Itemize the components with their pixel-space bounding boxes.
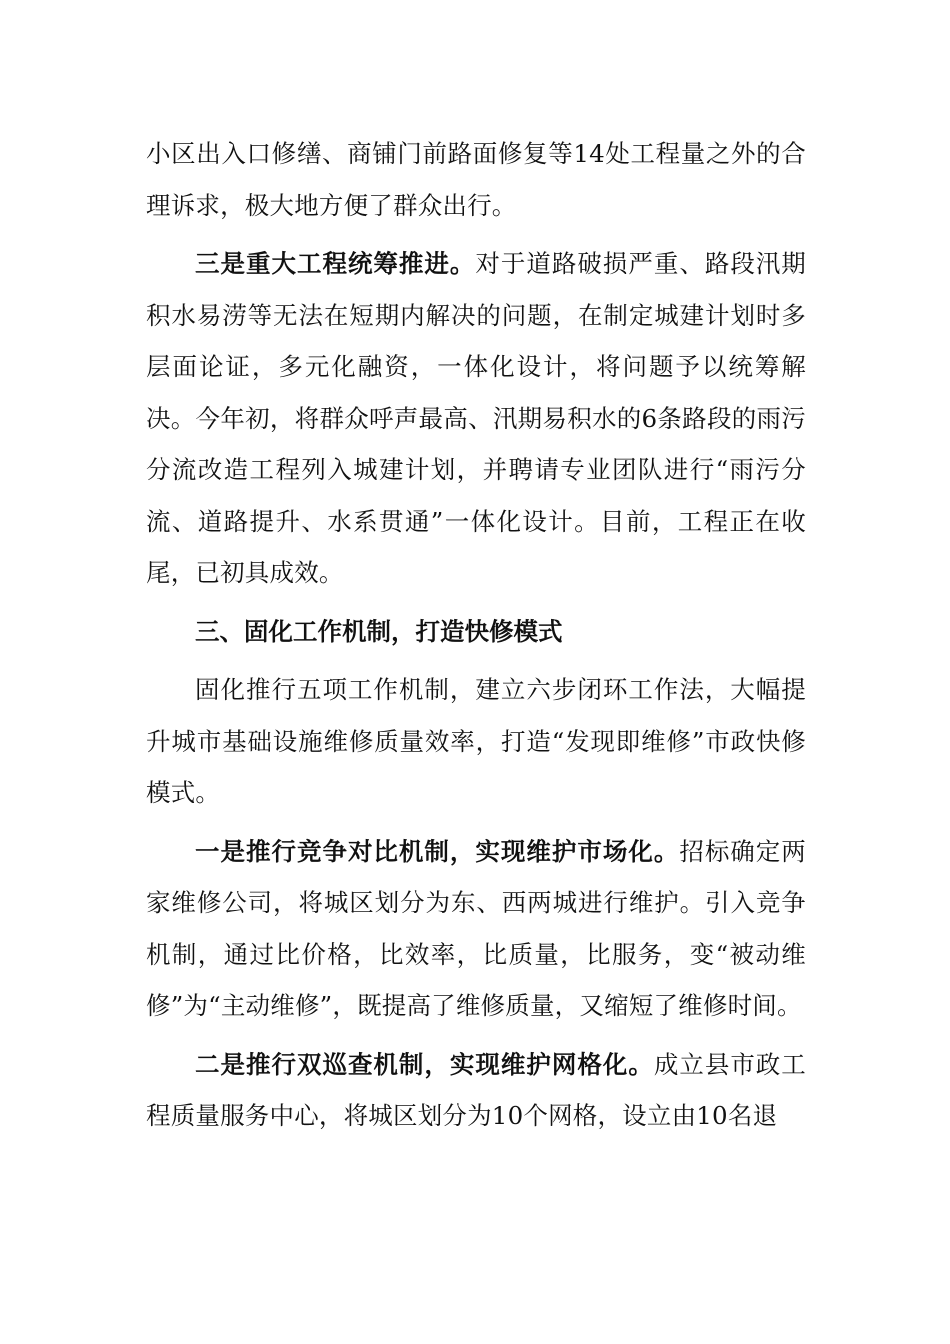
item-lead: 二是推行双巡查机制，实现维护网格化。 — [195, 1049, 654, 1079]
item-text: 成立县市政工程质量服务中心，将城区划分为10个网格，设立由10名退 — [146, 1049, 806, 1130]
paragraph-lead: 三是重大工程统筹推进。 — [195, 249, 476, 278]
paragraph-continuation — [146, 128, 806, 231]
item-text: 招标确定两家维修公司，将城区划分为东、西两城进行维护。引入竞争机制，通过比价格，比效率，比质量，比服务，变“被动维修”为“主动维修”，既提高了维修质量，又缩短了维修时间。 — [146, 836, 806, 1020]
paragraph-major-projects — [146, 238, 806, 599]
paragraph-text: 小区出入口修缮、商铺门前路面修复等14处工程量之外的合理诉求，极大地方便了群众出行。 — [146, 139, 806, 220]
document-body — [146, 128, 806, 1149]
item-competition-mechanism — [146, 826, 806, 1032]
section-intro — [146, 664, 806, 819]
item-lead: 一是推行竞争对比机制，实现维护市场化。 — [195, 836, 680, 866]
paragraph-text: 对于道路破损严重、路段汛期积水易涝等无法在短期内解决的问题，在制定城建计划时多层面论证，多元化融资，一体化设计，将问题予以统筹解决。今年初，将群众呼声最高、汛期易积水的6条路段的雨污分流改造工程列入城建计划，并聘请专业团队进行“雨污分流、道路提升、水系贯通”一体化设计。目前，工程正在收尾，已初具成效。 — [146, 249, 806, 587]
item-dual-inspection-mechanism — [146, 1039, 806, 1142]
paragraph-text: 固化推行五项工作机制，建立六步闭环工作法，大幅提升城市基础设施维修质量效率，打造“发现即维修”市政快修模式。 — [146, 675, 806, 807]
section-heading: 三、固化工作机制，打造快修模式 — [195, 616, 563, 646]
